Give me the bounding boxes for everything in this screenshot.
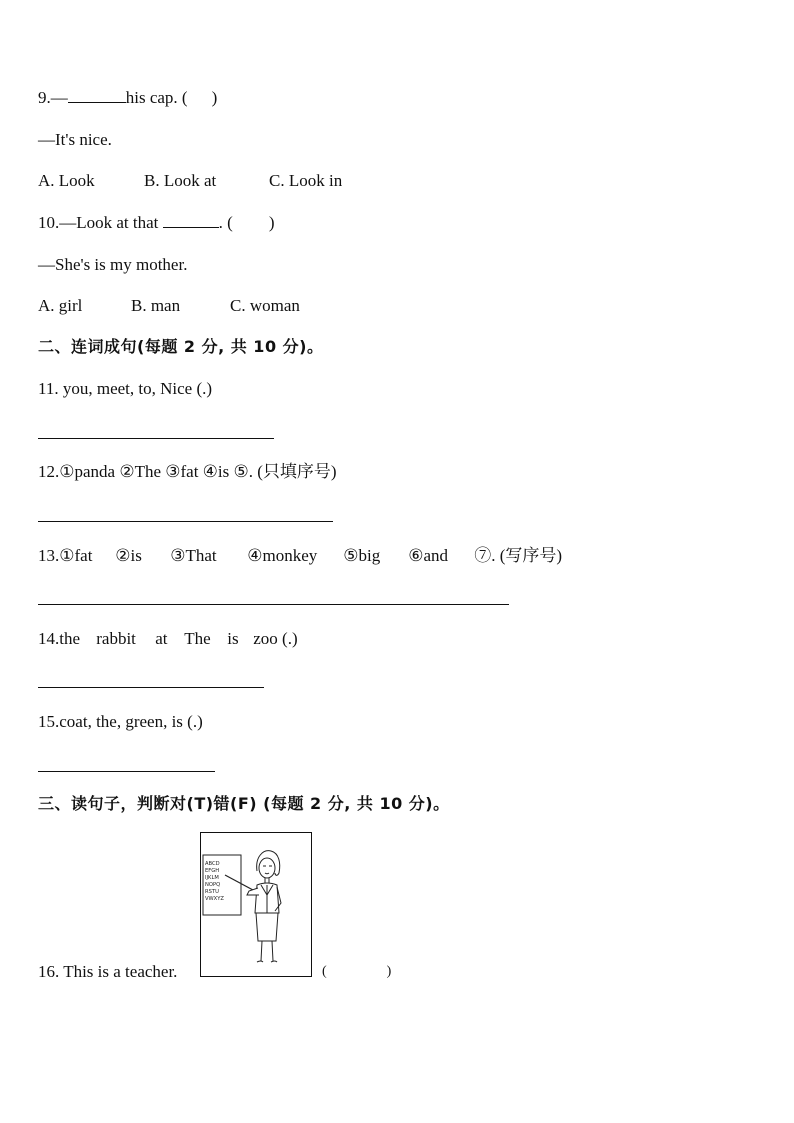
q13-number: 13. [38,546,60,565]
q14-word-5: is [227,629,239,648]
section3-title: 三、读句子，判断对(T)错(F) (每题 2 分, 共 10 分)。 [38,794,450,813]
q16-paren-open: ( [322,964,327,979]
q13-word-2: ②is [115,546,142,565]
q13-word-3: ③That [170,546,217,565]
q13-word-6: ⑥and [408,546,449,565]
q10-text: 10.—Look at that [38,213,159,232]
q9-line [38,88,217,108]
q9-option-a[interactable]: A. Look [38,171,95,190]
board-line-4: NOPQ [205,882,221,888]
q15-text: 15.coat, the, green, is (.) [38,712,203,731]
q16-paren-close: ) [386,964,392,979]
q11-answer-line[interactable] [38,438,274,439]
q10-option-a[interactable]: A. girl [38,296,83,315]
q13-word-1: ①fat [59,546,93,565]
q10-option-c[interactable]: C. woman [230,296,300,315]
board-line-5: RSTU [205,889,219,895]
section2-title: 二、连词成句(每题 2 分, 共 10 分)。 [38,337,324,356]
q10-option-b[interactable]: B. man [131,296,181,315]
q14-answer-line[interactable] [38,687,264,688]
q13-word-5: ⑤big [343,546,381,565]
board-line-1: ABCD [205,861,220,867]
q10-options [38,296,300,316]
q11-text: 11. you, meet, to, Nice (.) [38,379,213,398]
board-line-3: IJKLM [205,875,219,881]
q9-blank[interactable] [68,88,126,103]
q14-word-1: the [59,629,81,648]
q14-word-2: rabbit [96,629,136,648]
q13-line [38,546,562,566]
q9-option-b[interactable]: B. Look at [144,171,217,190]
q14-word-6: zoo (.) [253,629,298,648]
q10-reply: —She's is my mother. [38,255,188,274]
q15-answer-line[interactable] [38,771,215,772]
q9-close: ) [211,88,218,107]
teacher-picture [200,832,312,977]
q16-answer [322,962,391,982]
board-line-2: EFGH [205,868,220,874]
q13-word-4: ④monkey [247,546,318,565]
board-line-6: VWXYZ [205,896,224,902]
q9-reply: —It's nice. [38,130,112,149]
q12-text: 12.①panda ②The ③fat ④is ⑤. (只填序号) [38,462,337,481]
q10-line [38,213,275,233]
q9-number: 9.— [38,88,68,107]
q16-text: 16. This is a teacher. [38,962,178,981]
q13-answer-line[interactable] [38,604,509,605]
teacher-illustration [201,833,311,976]
q12-answer-line[interactable] [38,521,333,522]
q14-number: 14. [38,629,60,648]
q9-text: his cap. ( [125,88,188,107]
q10-blank[interactable] [163,213,219,228]
q13-word-7: ⑦. (写序号) [474,546,563,565]
q9-options [38,171,342,191]
q14-word-4: The [184,629,211,648]
q14-line [38,629,298,649]
teacher-figure-icon [247,851,281,962]
q10-close: ) [268,213,275,232]
q14-word-3: at [155,629,168,648]
q10-paren-open: . ( [218,213,233,232]
q9-option-c[interactable]: C. Look in [269,171,343,190]
